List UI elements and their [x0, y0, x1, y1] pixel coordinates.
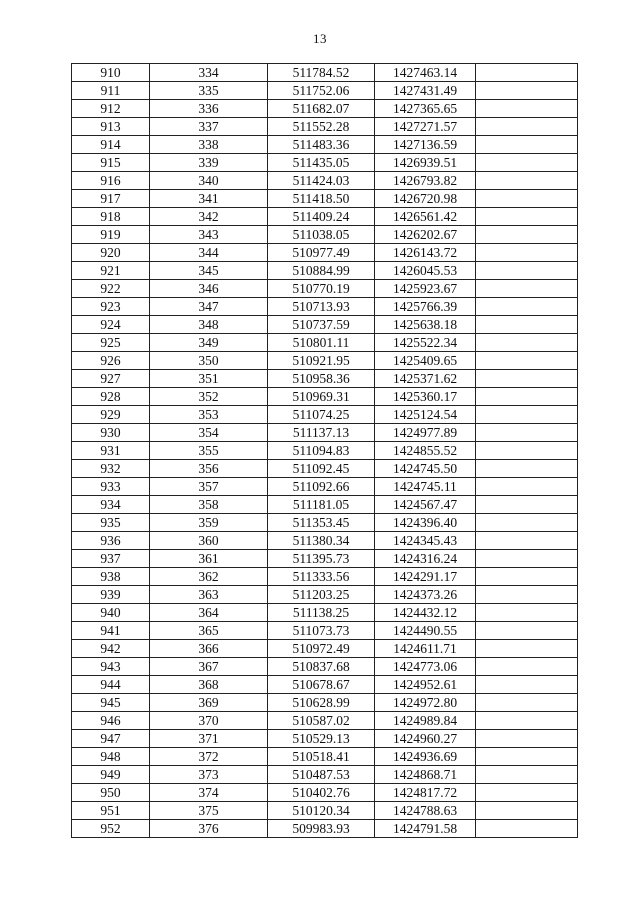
point-number-cell: 376 [150, 820, 268, 838]
table-row [72, 676, 578, 694]
y-coordinate-cell: 1427431.49 [375, 82, 476, 100]
x-coordinate-cell: 511092.45 [268, 460, 375, 478]
note-cell [476, 262, 578, 280]
x-coordinate-cell: 511138.25 [268, 604, 375, 622]
y-coordinate-cell: 1426143.72 [375, 244, 476, 262]
row-number-cell: 914 [72, 136, 150, 154]
note-cell [476, 136, 578, 154]
table-row [72, 622, 578, 640]
table-row [72, 64, 578, 82]
note-cell [476, 658, 578, 676]
point-number-cell: 370 [150, 712, 268, 730]
note-cell [476, 586, 578, 604]
note-cell [476, 226, 578, 244]
point-number-cell: 353 [150, 406, 268, 424]
row-number-cell: 951 [72, 802, 150, 820]
table-row [72, 784, 578, 802]
y-coordinate-cell: 1426561.42 [375, 208, 476, 226]
table-row [72, 154, 578, 172]
y-coordinate-cell: 1424773.06 [375, 658, 476, 676]
table-row [72, 532, 578, 550]
note-cell [476, 766, 578, 784]
x-coordinate-cell: 510678.67 [268, 676, 375, 694]
point-number-cell: 340 [150, 172, 268, 190]
row-number-cell: 931 [72, 442, 150, 460]
y-coordinate-cell: 1424745.50 [375, 460, 476, 478]
point-number-cell: 375 [150, 802, 268, 820]
y-coordinate-cell: 1427136.59 [375, 136, 476, 154]
x-coordinate-cell: 511435.05 [268, 154, 375, 172]
note-cell [476, 424, 578, 442]
table-row [72, 190, 578, 208]
row-number-cell: 922 [72, 280, 150, 298]
y-coordinate-cell: 1424952.61 [375, 676, 476, 694]
x-coordinate-cell: 510737.59 [268, 316, 375, 334]
row-number-cell: 952 [72, 820, 150, 838]
table-row [72, 118, 578, 136]
point-number-cell: 344 [150, 244, 268, 262]
note-cell [476, 244, 578, 262]
row-number-cell: 930 [72, 424, 150, 442]
y-coordinate-cell: 1424972.80 [375, 694, 476, 712]
page-number: 13 [313, 31, 327, 46]
y-coordinate-cell: 1424855.52 [375, 442, 476, 460]
x-coordinate-cell: 511552.28 [268, 118, 375, 136]
row-number-cell: 932 [72, 460, 150, 478]
point-number-cell: 345 [150, 262, 268, 280]
row-number-cell: 939 [72, 586, 150, 604]
table-row [72, 478, 578, 496]
row-number-cell: 936 [72, 532, 150, 550]
y-coordinate-cell: 1425638.18 [375, 316, 476, 334]
note-cell [476, 748, 578, 766]
table-row [72, 460, 578, 478]
table-row [72, 586, 578, 604]
point-number-cell: 365 [150, 622, 268, 640]
table-row [72, 352, 578, 370]
y-coordinate-cell: 1424345.43 [375, 532, 476, 550]
table-row [72, 136, 578, 154]
table-row [72, 388, 578, 406]
x-coordinate-cell: 511483.36 [268, 136, 375, 154]
table-row [72, 694, 578, 712]
table-row [72, 712, 578, 730]
note-cell [476, 154, 578, 172]
table-row [72, 334, 578, 352]
note-cell [476, 784, 578, 802]
x-coordinate-cell: 510969.31 [268, 388, 375, 406]
row-number-cell: 926 [72, 352, 150, 370]
x-coordinate-cell: 511418.50 [268, 190, 375, 208]
row-number-cell: 913 [72, 118, 150, 136]
x-coordinate-cell: 511137.13 [268, 424, 375, 442]
note-cell [476, 730, 578, 748]
x-coordinate-cell: 509983.93 [268, 820, 375, 838]
x-coordinate-cell: 510402.76 [268, 784, 375, 802]
y-coordinate-cell: 1427463.14 [375, 64, 476, 82]
note-cell [476, 280, 578, 298]
row-number-cell: 918 [72, 208, 150, 226]
x-coordinate-cell: 510628.99 [268, 694, 375, 712]
point-number-cell: 339 [150, 154, 268, 172]
row-number-cell: 912 [72, 100, 150, 118]
table-row [72, 748, 578, 766]
row-number-cell: 917 [72, 190, 150, 208]
table-row [72, 82, 578, 100]
table-row [72, 730, 578, 748]
y-coordinate-cell: 1425124.54 [375, 406, 476, 424]
y-coordinate-cell: 1424373.26 [375, 586, 476, 604]
row-number-cell: 950 [72, 784, 150, 802]
note-cell [476, 64, 578, 82]
note-cell [476, 442, 578, 460]
table-row [72, 424, 578, 442]
note-cell [476, 190, 578, 208]
note-cell [476, 406, 578, 424]
x-coordinate-cell: 510921.95 [268, 352, 375, 370]
table-row [72, 496, 578, 514]
y-coordinate-cell: 1425766.39 [375, 298, 476, 316]
point-number-cell: 341 [150, 190, 268, 208]
point-number-cell: 358 [150, 496, 268, 514]
note-cell [476, 568, 578, 586]
table-row [72, 550, 578, 568]
point-number-cell: 337 [150, 118, 268, 136]
point-number-cell: 373 [150, 766, 268, 784]
y-coordinate-cell: 1424989.84 [375, 712, 476, 730]
row-number-cell: 927 [72, 370, 150, 388]
point-number-cell: 355 [150, 442, 268, 460]
y-coordinate-cell: 1425360.17 [375, 388, 476, 406]
row-number-cell: 933 [72, 478, 150, 496]
x-coordinate-cell: 511038.05 [268, 226, 375, 244]
row-number-cell: 934 [72, 496, 150, 514]
x-coordinate-cell: 511092.66 [268, 478, 375, 496]
point-number-cell: 356 [150, 460, 268, 478]
point-number-cell: 361 [150, 550, 268, 568]
x-coordinate-cell: 510958.36 [268, 370, 375, 388]
row-number-cell: 911 [72, 82, 150, 100]
y-coordinate-cell: 1424291.17 [375, 568, 476, 586]
row-number-cell: 949 [72, 766, 150, 784]
table-row [72, 280, 578, 298]
row-number-cell: 910 [72, 64, 150, 82]
x-coordinate-cell: 511073.73 [268, 622, 375, 640]
y-coordinate-cell: 1424490.55 [375, 622, 476, 640]
x-coordinate-cell: 511752.06 [268, 82, 375, 100]
note-cell [476, 820, 578, 838]
row-number-cell: 935 [72, 514, 150, 532]
row-number-cell: 944 [72, 676, 150, 694]
x-coordinate-cell: 510713.93 [268, 298, 375, 316]
note-cell [476, 82, 578, 100]
point-number-cell: 351 [150, 370, 268, 388]
y-coordinate-cell: 1424868.71 [375, 766, 476, 784]
x-coordinate-cell: 511380.34 [268, 532, 375, 550]
y-coordinate-cell: 1427365.65 [375, 100, 476, 118]
y-coordinate-cell: 1424316.24 [375, 550, 476, 568]
x-coordinate-cell: 510972.49 [268, 640, 375, 658]
x-coordinate-cell: 510487.53 [268, 766, 375, 784]
row-number-cell: 940 [72, 604, 150, 622]
y-coordinate-cell: 1426045.53 [375, 262, 476, 280]
point-number-cell: 360 [150, 532, 268, 550]
note-cell [476, 352, 578, 370]
note-cell [476, 100, 578, 118]
point-number-cell: 343 [150, 226, 268, 244]
y-coordinate-cell: 1426939.51 [375, 154, 476, 172]
point-number-cell: 338 [150, 136, 268, 154]
y-coordinate-cell: 1424817.72 [375, 784, 476, 802]
note-cell [476, 640, 578, 658]
coordinates-table-body [72, 64, 578, 838]
table-row [72, 514, 578, 532]
note-cell [476, 298, 578, 316]
point-number-cell: 349 [150, 334, 268, 352]
note-cell [476, 496, 578, 514]
row-number-cell: 937 [72, 550, 150, 568]
note-cell [476, 550, 578, 568]
y-coordinate-cell: 1426202.67 [375, 226, 476, 244]
note-cell [476, 172, 578, 190]
point-number-cell: 354 [150, 424, 268, 442]
point-number-cell: 336 [150, 100, 268, 118]
point-number-cell: 350 [150, 352, 268, 370]
note-cell [476, 316, 578, 334]
note-cell [476, 622, 578, 640]
point-number-cell: 335 [150, 82, 268, 100]
row-number-cell: 941 [72, 622, 150, 640]
row-number-cell: 947 [72, 730, 150, 748]
x-coordinate-cell: 510977.49 [268, 244, 375, 262]
y-coordinate-cell: 1425409.65 [375, 352, 476, 370]
y-coordinate-cell: 1424745.11 [375, 478, 476, 496]
point-number-cell: 371 [150, 730, 268, 748]
point-number-cell: 352 [150, 388, 268, 406]
point-number-cell: 374 [150, 784, 268, 802]
note-cell [476, 334, 578, 352]
note-cell [476, 694, 578, 712]
y-coordinate-cell: 1424432.12 [375, 604, 476, 622]
row-number-cell: 921 [72, 262, 150, 280]
table-row [72, 406, 578, 424]
point-number-cell: 367 [150, 658, 268, 676]
y-coordinate-cell: 1424960.27 [375, 730, 476, 748]
x-coordinate-cell: 511333.56 [268, 568, 375, 586]
point-number-cell: 368 [150, 676, 268, 694]
x-coordinate-cell: 510884.99 [268, 262, 375, 280]
table-row [72, 100, 578, 118]
table-row [72, 298, 578, 316]
row-number-cell: 925 [72, 334, 150, 352]
y-coordinate-cell: 1424611.71 [375, 640, 476, 658]
y-coordinate-cell: 1424567.47 [375, 496, 476, 514]
point-number-cell: 362 [150, 568, 268, 586]
x-coordinate-cell: 511424.03 [268, 172, 375, 190]
point-number-cell: 342 [150, 208, 268, 226]
row-number-cell: 923 [72, 298, 150, 316]
note-cell [476, 460, 578, 478]
point-number-cell: 346 [150, 280, 268, 298]
point-number-cell: 369 [150, 694, 268, 712]
table-row [72, 640, 578, 658]
x-coordinate-cell: 510837.68 [268, 658, 375, 676]
note-cell [476, 388, 578, 406]
row-number-cell: 929 [72, 406, 150, 424]
x-coordinate-cell: 511784.52 [268, 64, 375, 82]
note-cell [476, 478, 578, 496]
y-coordinate-cell: 1425522.34 [375, 334, 476, 352]
x-coordinate-cell: 511409.24 [268, 208, 375, 226]
row-number-cell: 945 [72, 694, 150, 712]
x-coordinate-cell: 510587.02 [268, 712, 375, 730]
y-coordinate-cell: 1425923.67 [375, 280, 476, 298]
point-number-cell: 334 [150, 64, 268, 82]
x-coordinate-cell: 511094.83 [268, 442, 375, 460]
point-number-cell: 357 [150, 478, 268, 496]
table-row [72, 262, 578, 280]
y-coordinate-cell: 1427271.57 [375, 118, 476, 136]
x-coordinate-cell: 511074.25 [268, 406, 375, 424]
point-number-cell: 347 [150, 298, 268, 316]
table-row [72, 568, 578, 586]
note-cell [476, 118, 578, 136]
row-number-cell: 916 [72, 172, 150, 190]
row-number-cell: 919 [72, 226, 150, 244]
x-coordinate-cell: 511353.45 [268, 514, 375, 532]
table-row [72, 442, 578, 460]
note-cell [476, 208, 578, 226]
row-number-cell: 943 [72, 658, 150, 676]
table-row [72, 244, 578, 262]
point-number-cell: 359 [150, 514, 268, 532]
x-coordinate-cell: 510120.34 [268, 802, 375, 820]
point-number-cell: 372 [150, 748, 268, 766]
x-coordinate-cell: 510801.11 [268, 334, 375, 352]
row-number-cell: 948 [72, 748, 150, 766]
x-coordinate-cell: 510529.13 [268, 730, 375, 748]
coordinates-table [71, 63, 578, 838]
point-number-cell: 364 [150, 604, 268, 622]
note-cell [476, 802, 578, 820]
table-row [72, 316, 578, 334]
y-coordinate-cell: 1426793.82 [375, 172, 476, 190]
table-row [72, 820, 578, 838]
y-coordinate-cell: 1424936.69 [375, 748, 476, 766]
x-coordinate-cell: 511682.07 [268, 100, 375, 118]
y-coordinate-cell: 1424396.40 [375, 514, 476, 532]
table-row [72, 208, 578, 226]
x-coordinate-cell: 511203.25 [268, 586, 375, 604]
note-cell [476, 370, 578, 388]
table-row [72, 658, 578, 676]
row-number-cell: 946 [72, 712, 150, 730]
x-coordinate-cell: 511181.05 [268, 496, 375, 514]
table-row [72, 802, 578, 820]
table-row [72, 604, 578, 622]
note-cell [476, 712, 578, 730]
note-cell [476, 532, 578, 550]
table-row [72, 766, 578, 784]
row-number-cell: 915 [72, 154, 150, 172]
note-cell [476, 604, 578, 622]
y-coordinate-cell: 1424788.63 [375, 802, 476, 820]
x-coordinate-cell: 511395.73 [268, 550, 375, 568]
row-number-cell: 928 [72, 388, 150, 406]
point-number-cell: 366 [150, 640, 268, 658]
y-coordinate-cell: 1426720.98 [375, 190, 476, 208]
row-number-cell: 942 [72, 640, 150, 658]
note-cell [476, 676, 578, 694]
row-number-cell: 920 [72, 244, 150, 262]
x-coordinate-cell: 510770.19 [268, 280, 375, 298]
y-coordinate-cell: 1424977.89 [375, 424, 476, 442]
note-cell [476, 514, 578, 532]
point-number-cell: 348 [150, 316, 268, 334]
table-row [72, 370, 578, 388]
y-coordinate-cell: 1424791.58 [375, 820, 476, 838]
point-number-cell: 363 [150, 586, 268, 604]
table-row [72, 172, 578, 190]
x-coordinate-cell: 510518.41 [268, 748, 375, 766]
row-number-cell: 924 [72, 316, 150, 334]
y-coordinate-cell: 1425371.62 [375, 370, 476, 388]
row-number-cell: 938 [72, 568, 150, 586]
table-row [72, 226, 578, 244]
